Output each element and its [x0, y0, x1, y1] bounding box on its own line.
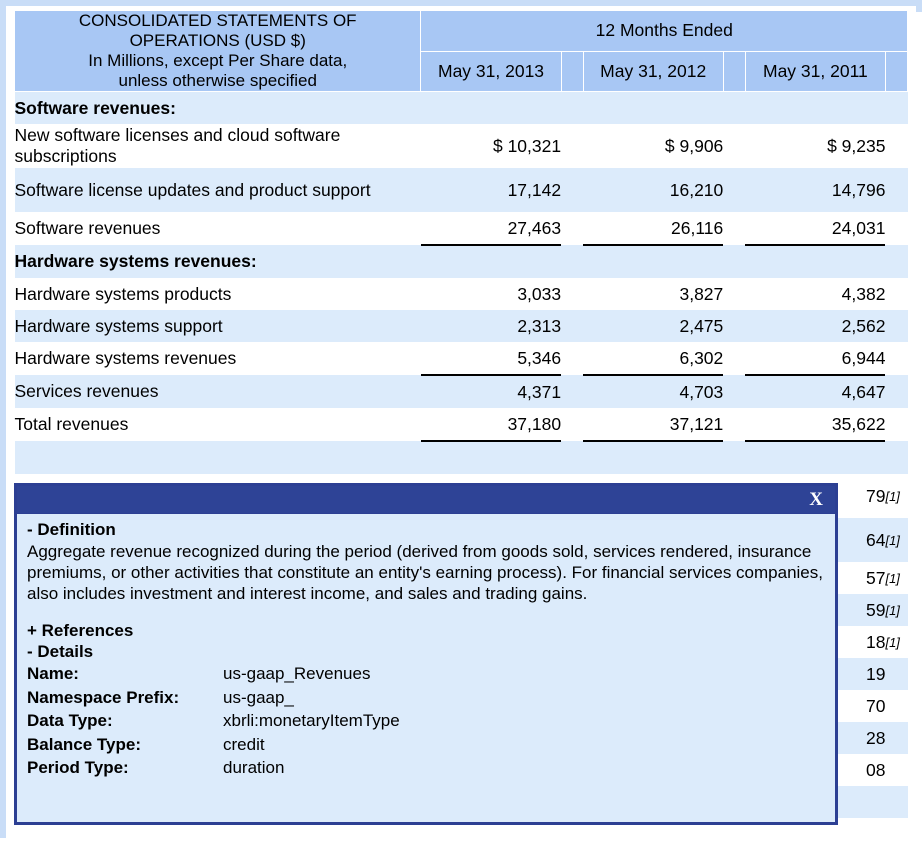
row-label[interactable]: Software revenues	[15, 212, 421, 245]
cell-footnote-marker	[885, 168, 907, 212]
row-label[interactable]: New software licenses and cloud software subscriptions	[15, 124, 421, 168]
popup-body	[17, 514, 835, 779]
table-row	[15, 245, 908, 278]
details-row	[27, 733, 400, 756]
details-heading[interactable]: - Details	[27, 641, 94, 661]
cell-value: 64	[745, 518, 885, 562]
popup-titlebar	[17, 486, 835, 514]
column-header-2012: May 31, 2012	[583, 51, 723, 92]
row-label	[15, 441, 421, 474]
cell-value: 59	[745, 594, 885, 626]
cell-value: 24,031	[745, 212, 885, 245]
cell-value: $ 10,321	[421, 124, 561, 168]
cell-value: 57	[745, 562, 885, 594]
cell-value: $ 9,906	[583, 124, 723, 168]
cell-value: $ 9,235	[745, 124, 885, 168]
details-value: us-gaap_	[223, 687, 294, 707]
cell-footnote-marker	[561, 342, 583, 375]
title-line-3: In Millions, except Per Share data,	[88, 51, 348, 71]
cell-value: 27,463	[421, 212, 561, 245]
table-row	[15, 92, 908, 125]
header-row-title	[15, 11, 908, 52]
cell-footnote-marker	[723, 278, 745, 310]
table-row	[15, 278, 908, 310]
cell-footnote-marker	[723, 310, 745, 342]
cell-value: 3,827	[583, 278, 723, 310]
cell-footnote-marker[interactable]: [1]	[885, 594, 907, 626]
row-label[interactable]: Total revenues	[15, 408, 421, 441]
definition-heading[interactable]: - Definition	[27, 520, 116, 539]
cell-footnote-marker	[885, 310, 907, 342]
cell-value	[583, 245, 723, 278]
cell-footnote-marker	[723, 124, 745, 168]
cell-footnote-marker	[885, 441, 907, 474]
column-header-2013: May 31, 2013	[421, 51, 561, 92]
cell-value	[745, 92, 885, 125]
cell-footnote-marker	[561, 441, 583, 474]
cell-value: 6,302	[583, 342, 723, 375]
cell-footnote-marker	[885, 245, 907, 278]
column-header-footnote-1	[561, 51, 583, 92]
cell-value	[421, 92, 561, 125]
cell-value: 08	[745, 754, 885, 786]
cell-footnote-marker	[723, 245, 745, 278]
cell-footnote-marker	[885, 786, 907, 818]
details-row	[27, 709, 400, 732]
table-header	[15, 11, 908, 92]
cell-value: 2,562	[745, 310, 885, 342]
cell-footnote-marker	[561, 212, 583, 245]
table-row	[15, 310, 908, 342]
details-value: credit	[223, 734, 265, 754]
cell-footnote-marker	[561, 408, 583, 441]
cell-value: 5,346	[421, 342, 561, 375]
row-label[interactable]: Services revenues	[15, 375, 421, 408]
details-row	[27, 756, 400, 779]
cell-value	[583, 92, 723, 125]
details-key: Data Type:	[27, 711, 113, 731]
cell-footnote-marker[interactable]: [1]	[885, 626, 907, 658]
cell-value: 70	[745, 690, 885, 722]
close-icon[interactable]: X	[809, 489, 823, 510]
cell-footnote-marker	[885, 658, 907, 690]
cell-footnote-marker	[885, 342, 907, 375]
title-line-1: CONSOLIDATED STATEMENTS OF	[78, 11, 357, 30]
cell-value: 37,180	[421, 408, 561, 441]
row-label[interactable]: Hardware systems products	[15, 278, 421, 310]
cell-value: 4,703	[583, 375, 723, 408]
cell-footnote-marker	[561, 375, 583, 408]
xbrl-element-popup	[14, 483, 838, 825]
cell-footnote-marker	[561, 168, 583, 212]
details-row	[27, 686, 400, 709]
title-line-2: OPERATIONS (USD $)	[129, 31, 306, 51]
cell-value: 35,622	[745, 408, 885, 441]
cell-value	[745, 245, 885, 278]
definition-text: Aggregate revenue recognized during the period (derived from goods sold, services rendered, insurance premiums, or other activities that constitute an entity's earning process). For financial services companies, also includes investment and interest income, and sales and trading gains.	[27, 541, 823, 603]
cell-value: 4,371	[421, 375, 561, 408]
cell-footnote-marker	[561, 92, 583, 125]
cell-footnote-marker	[885, 722, 907, 754]
popup-spacer	[27, 604, 825, 621]
row-label[interactable]: Software revenues:	[15, 92, 421, 125]
cell-footnote-marker	[885, 278, 907, 310]
cell-footnote-marker	[723, 342, 745, 375]
cell-value: 2,475	[583, 310, 723, 342]
details-row	[27, 662, 400, 685]
cell-value: 16,210	[583, 168, 723, 212]
cell-value: 4,382	[745, 278, 885, 310]
table-row	[15, 212, 908, 245]
cell-footnote-marker	[723, 212, 745, 245]
details-key: Period Type:	[27, 758, 129, 778]
cell-footnote-marker	[885, 690, 907, 722]
cell-value: 37,121	[583, 408, 723, 441]
cell-footnote-marker	[885, 212, 907, 245]
cell-footnote-marker	[723, 375, 745, 408]
details-value: us-gaap_Revenues	[223, 664, 371, 684]
cell-footnote-marker	[561, 124, 583, 168]
cell-footnote-marker	[885, 375, 907, 408]
cell-value: 28	[745, 722, 885, 754]
details-key: Balance Type:	[27, 734, 142, 754]
cell-footnote-marker	[723, 408, 745, 441]
details-value: duration	[223, 758, 285, 778]
cell-value	[583, 441, 723, 474]
cell-footnote-marker	[723, 92, 745, 125]
details-table	[27, 662, 400, 779]
cell-value: 14,796	[745, 168, 885, 212]
column-header-2011: May 31, 2011	[745, 51, 885, 92]
cell-value	[421, 441, 561, 474]
cell-value: 6,944	[745, 342, 885, 375]
cell-footnote-marker	[723, 168, 745, 212]
cell-value	[745, 441, 885, 474]
cell-value: 4,647	[745, 375, 885, 408]
column-header-footnote-2	[723, 51, 745, 92]
row-label[interactable]: Hardware systems revenues:	[15, 245, 421, 278]
cell-footnote-marker	[885, 124, 907, 168]
cell-footnote-marker[interactable]: [1]	[885, 518, 907, 562]
cell-value: 18	[745, 626, 885, 658]
table-row	[15, 375, 908, 408]
details-value: xbrli:monetaryItemType	[223, 711, 400, 731]
cell-footnote-marker	[723, 441, 745, 474]
cell-value: 17,142	[421, 168, 561, 212]
cell-footnote-marker	[885, 408, 907, 441]
table-row	[15, 124, 908, 168]
cell-value: 2,313	[421, 310, 561, 342]
details-key: Namespace Prefix:	[27, 687, 180, 707]
cell-footnote-marker	[561, 310, 583, 342]
cell-footnote-marker[interactable]: [1]	[885, 562, 907, 594]
cell-value: 3,033	[421, 278, 561, 310]
cell-value: 26,116	[583, 212, 723, 245]
details-key: Name:	[27, 664, 79, 684]
row-label[interactable]: Hardware systems support	[15, 310, 421, 342]
cell-footnote-marker	[885, 92, 907, 125]
cell-value	[421, 245, 561, 278]
table-row	[15, 342, 908, 375]
cell-footnote-marker	[561, 278, 583, 310]
cell-footnote-marker[interactable]: [1]	[885, 474, 907, 518]
cell-value: 19	[745, 658, 885, 690]
references-heading[interactable]: + References	[27, 620, 134, 640]
row-label[interactable]: Hardware systems revenues	[15, 342, 421, 375]
cell-footnote-marker	[885, 754, 907, 786]
row-label[interactable]: Software license updates and product support	[15, 168, 421, 212]
cell-value: 79	[745, 474, 885, 518]
table-row	[15, 168, 908, 212]
column-header-footnote-3	[885, 51, 907, 92]
title-line-4: unless otherwise specified	[118, 71, 317, 91]
cell-footnote-marker	[561, 245, 583, 278]
table-row	[15, 408, 908, 441]
period-header: 12 Months Ended	[421, 11, 908, 52]
statement-title	[15, 11, 421, 92]
table-row	[15, 441, 908, 474]
